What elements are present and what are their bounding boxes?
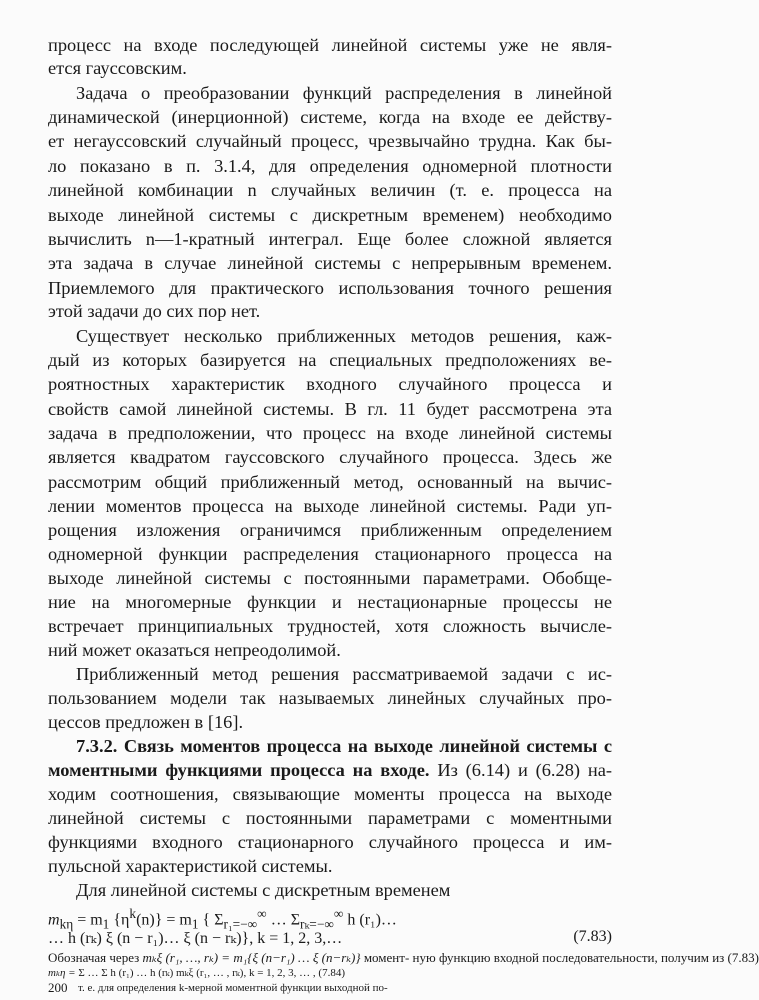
text-line: свойств самой линейной системы. В гл. 11 будет рассмотрена эта (48, 399, 612, 419)
section-title: Связь моментов процесса на выходе линейной системы с (123, 736, 612, 756)
text-line: ний может оказаться непреодолимой. (48, 640, 341, 660)
text-line: рассмотрим общий приближенный метод, основанный на вычис- (48, 472, 612, 492)
equation-number: (7.83) (573, 928, 612, 945)
text-line: ходим соотношения, связывающие моменты процесса на выходе (48, 784, 612, 804)
text-line: эта задача в случае линейной системы с непрерывным временем. (48, 253, 612, 273)
section-title-cont: моментными функциями процесса на входе. (48, 760, 430, 780)
text-line: встречает принципиальных трудностей, хотя сложность вычисле- (48, 616, 612, 636)
text-line: линейной системы с постоянными параметрами с моментными (48, 808, 612, 828)
section-heading-line (76, 734, 612, 758)
moment-definition: Обозначая через mₖξ (r₁, …, rₖ) = m₁{ξ (n−r₁) … ξ (n−rₖ)} момент- ную функцию входной последовательности, получим из (7.83) (48, 950, 759, 965)
equation-783-line2: … h (rₖ) ξ (n − r₁)… ξ (n − rₖ)}, k = 1, 2, 3,… (48, 930, 343, 947)
text-line: ние на многомерные функции и нестационарные процессы не (48, 592, 612, 612)
equation-784: mₖη = Σ … Σ h (r₁) … h (rₖ) mₖξ (r₁, … , rₖ), k = 1, 2, 3, … , (7.84) (48, 967, 345, 979)
text-line: Приближенный метод решения рассматриваемой задачи с ис- (76, 664, 612, 684)
text-line: функциями входного стационарного случайного процесса и им- (48, 832, 612, 852)
text-line: является квадратом гауссовского случайного процесса. Здесь же (48, 447, 612, 467)
text-line: роятностных характеристик входного случайного процесса и (48, 374, 612, 394)
page-number: 200 (48, 980, 68, 995)
text-line: ется гауссовским. (48, 58, 187, 78)
section-heading-line (48, 758, 612, 782)
text-line: цессов предложен в [16]. (48, 712, 244, 732)
text-line: задача в предположении, что процесс на входе линейной системы (48, 423, 612, 443)
text-line: пульсной характеристикой системы. (48, 856, 333, 876)
text-span: Из (6.14) и (6.28) на- (437, 760, 613, 780)
text-line: выходе линейной системы с постоянными параметрами. Обобще- (48, 568, 612, 588)
text-line: рощения изложения ограничимся приближенным определением (48, 520, 612, 540)
text-line: Задача о преобразовании функций распределения в линейной (76, 83, 612, 103)
text-line: выходе линейной системы с дискретным временем) необходимо (48, 205, 612, 225)
section-number: 7.3.2. (76, 736, 118, 756)
text-line: Для линейной системы с дискретным временем (76, 880, 451, 900)
text-line: процесс на входе последующей линейной системы уже не явля- (48, 35, 612, 55)
text-line: одномерной функции распределения стационарного процесса на (48, 544, 612, 564)
text-line: Существует несколько приближенных методов решения, каж- (76, 326, 612, 346)
equation-783: $m_{k\eta} = m_1$ $\{\eta^k(n)\} = m_1$ { $\Sigma_{r_1=-\infty}^\infty$ … $\Sigma_{r_k=-\infty}^\infty$ h (r₁)… (48, 906, 397, 932)
text-line: лении моментов процесса на выходе линейной системы. Ради уп- (48, 496, 612, 516)
text-line: ло показано в п. 3.1.4, для определения одномерной плотности (48, 156, 612, 176)
text-line: вычислить n—1-кратный интеграл. Еще более сложной является (48, 229, 612, 249)
text-line: дый из которых базируется на специальных предположениях ве- (48, 350, 612, 370)
text-line: этой задачи до сих пор нет. (48, 301, 261, 321)
text-line: линейной комбинации n случайных величин (т. е. процесса на (48, 180, 612, 200)
text-line-final: т. е. для определения k-мерной моментной функции выходной по- (78, 982, 388, 994)
text-line: динамической (инерционной) системе, когда на входе ее действу- (48, 107, 612, 127)
text-line: ет негауссовский случайный процесс, чрезвычайно трудна. Как бы- (48, 131, 612, 151)
text-line: Приемлемого для практического использования точного решения (48, 278, 612, 298)
text-line: пользованием модели так называемых линейных случайных про- (48, 688, 612, 708)
